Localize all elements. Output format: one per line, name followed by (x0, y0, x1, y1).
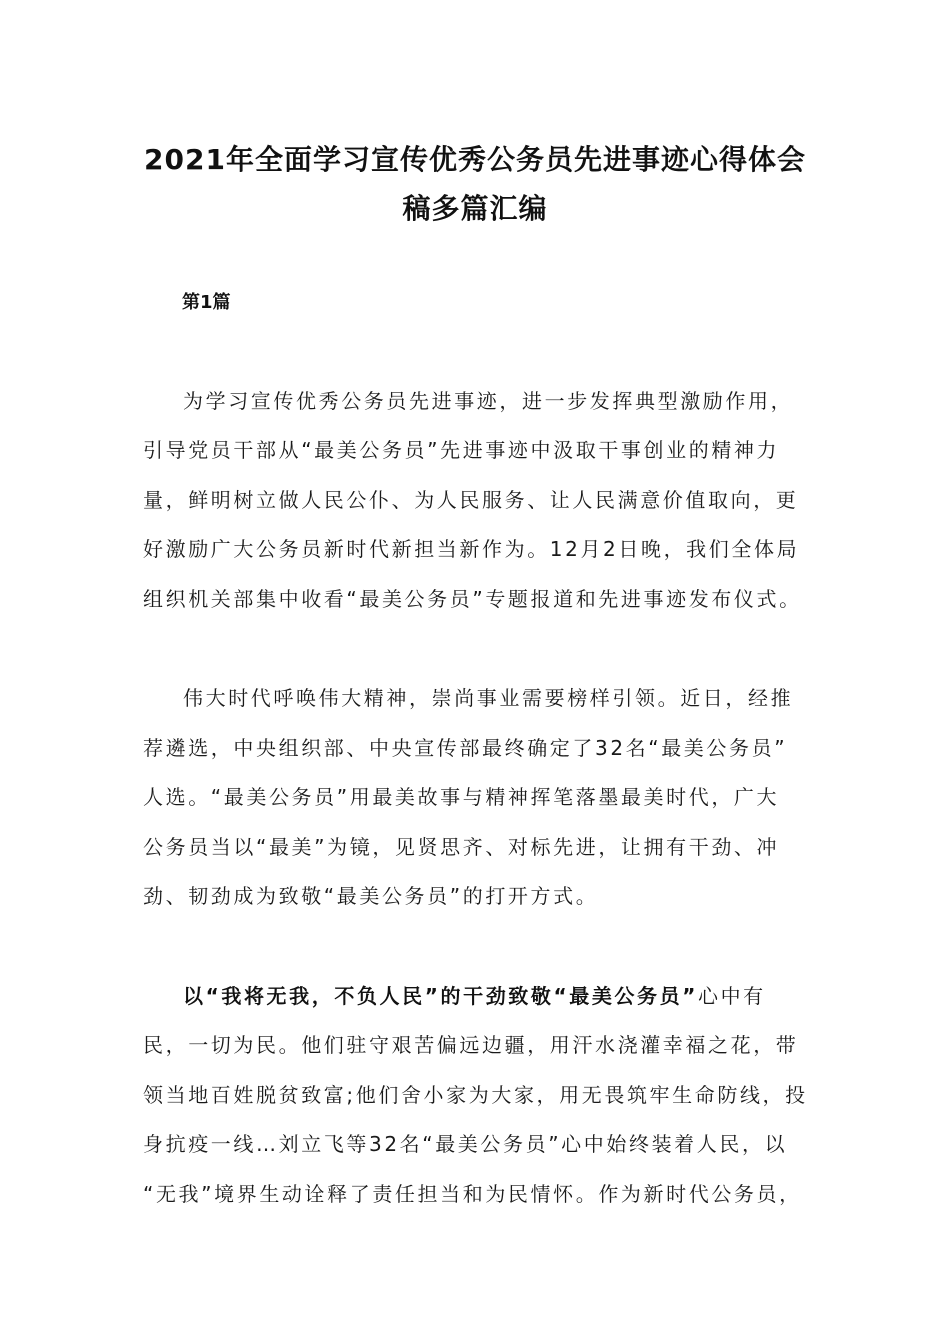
paragraph-1-line: 引导党员干部从“最美公务员”先进事迹中汲取干事创业的精神力 (143, 438, 780, 462)
paragraph-1-line: 为学习宣传优秀公务员先进事迹，进一步发挥典型激励作用， (183, 389, 794, 413)
paragraph-2-line: 人选。“最美公务员”用最美故事与精神挥笔落墨最美时代，广大 (143, 785, 780, 809)
section-heading: 第1篇 (182, 292, 231, 313)
paragraph-3-line: 身抗疫一线…刘立飞等32名“最美公务员”心中始终装着人民，以 (143, 1132, 788, 1156)
paragraph-1-line: 量，鲜明树立做人民公仆、为人民服务、让人民满意价值取向，更 (143, 488, 799, 512)
paragraph-3-first-rest: 心中有 (697, 984, 766, 1008)
document-title-line-2: 稿多篇汇编 (402, 192, 548, 225)
paragraph-2-line: 劲、韧劲成为致敬“最美公务员”的打开方式。 (143, 884, 599, 908)
document-title-line-1: 2021年全面学习宣传优秀公务员先进事迹心得体会 (144, 143, 806, 176)
paragraph-3-line: 民，一切为民。他们驻守艰苦偏远边疆，用汗水浇灌幸福之花，带 (143, 1033, 799, 1057)
paragraph-2-line: 伟大时代呼唤伟大精神，崇尚事业需要榜样引领。近日，经推 (183, 686, 794, 710)
paragraph-2-line: 公务员当以“最美”为镜，见贤思齐、对标先进，让拥有干劲、冲 (143, 835, 780, 859)
paragraph-1-line: 组织机关部集中收看“最美公务员”专题报道和先进事迹发布仪式。 (143, 587, 802, 611)
paragraph-3-bold-lead: 以“我将无我，不负人民”的干劲致敬“最美公务员” (183, 984, 698, 1008)
paragraph-3-line: 领当地百姓脱贫致富;他们舍小家为大家，用无畏筑牢生命防线，投 (143, 1083, 808, 1107)
paragraph-3-first-line (183, 982, 813, 1010)
paragraph-1-line: 好激励广大公务员新时代新担当新作为。12月2日晚，我们全体局 (143, 537, 800, 561)
paragraph-2-line: 荐遴选，中央组织部、中央宣传部最终确定了32名“最美公务员” (143, 736, 788, 760)
paragraph-3-line: “无我”境界生动诠释了责任担当和为民情怀。作为新时代公务员， (143, 1182, 802, 1206)
